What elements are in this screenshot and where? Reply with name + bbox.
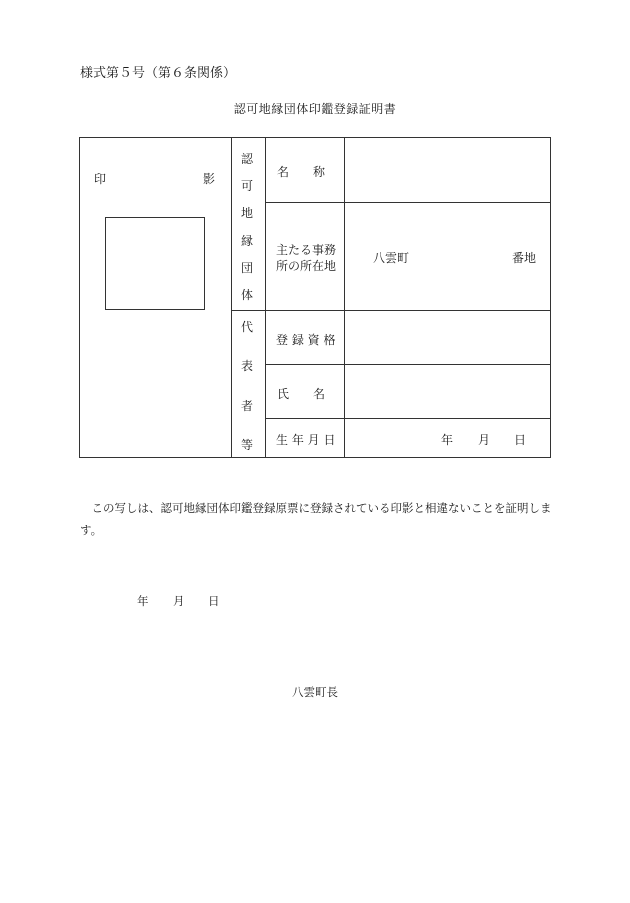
signer-title: 八雲町長 bbox=[292, 685, 338, 699]
issue-month: 月 bbox=[173, 594, 185, 608]
divider-field-label bbox=[344, 138, 345, 457]
birth-year: 年 bbox=[441, 433, 454, 447]
form-number: 様式第５号（第６条関係） bbox=[80, 66, 237, 81]
divider-row-3 bbox=[265, 364, 550, 365]
person-name-label: 氏 名 bbox=[277, 387, 326, 401]
issue-day: 日 bbox=[208, 594, 220, 608]
divider-group-rep bbox=[231, 310, 550, 311]
document-title: 認可地縁団体印鑑登録証明書 bbox=[233, 102, 397, 116]
group-label-char: 地 bbox=[240, 206, 253, 220]
seal-impression-box bbox=[105, 217, 205, 310]
divider-group-label bbox=[265, 138, 266, 457]
rep-label-char: 等 bbox=[240, 438, 253, 452]
office-banchi: 番地 bbox=[512, 251, 537, 265]
rep-label-char: 表 bbox=[240, 359, 253, 373]
seal-label-1: 印 bbox=[94, 172, 107, 186]
group-label-char: 団 bbox=[240, 261, 253, 275]
office-town: 八雲町 bbox=[373, 251, 410, 265]
issue-year: 年 bbox=[137, 594, 149, 608]
group-label-char: 可 bbox=[240, 179, 253, 193]
certification-statement: この写しは、認可地縁団体印鑑登録原票に登録されている印影と相違ないことを証明します。 bbox=[80, 501, 552, 537]
rep-label-char: 者 bbox=[240, 399, 253, 413]
rep-label-char: 代 bbox=[240, 320, 253, 334]
group-label-char: 縁 bbox=[240, 234, 253, 248]
office-label-line-1: 主たる事務 bbox=[276, 243, 337, 257]
name-label: 名 称 bbox=[277, 165, 326, 179]
divider-row-4 bbox=[265, 418, 550, 419]
birth-date-label: 生 年 月 日 bbox=[276, 433, 336, 447]
divider-row-1 bbox=[265, 202, 550, 203]
group-label-char: 認 bbox=[240, 152, 253, 166]
birth-day: 日 bbox=[514, 433, 527, 447]
seal-label-2: 影 bbox=[203, 172, 216, 186]
birth-month: 月 bbox=[478, 433, 491, 447]
office-label-line-2: 所の所在地 bbox=[276, 259, 337, 273]
qualification-label: 登 録 資 格 bbox=[276, 333, 336, 347]
group-label-char: 体 bbox=[240, 288, 253, 302]
